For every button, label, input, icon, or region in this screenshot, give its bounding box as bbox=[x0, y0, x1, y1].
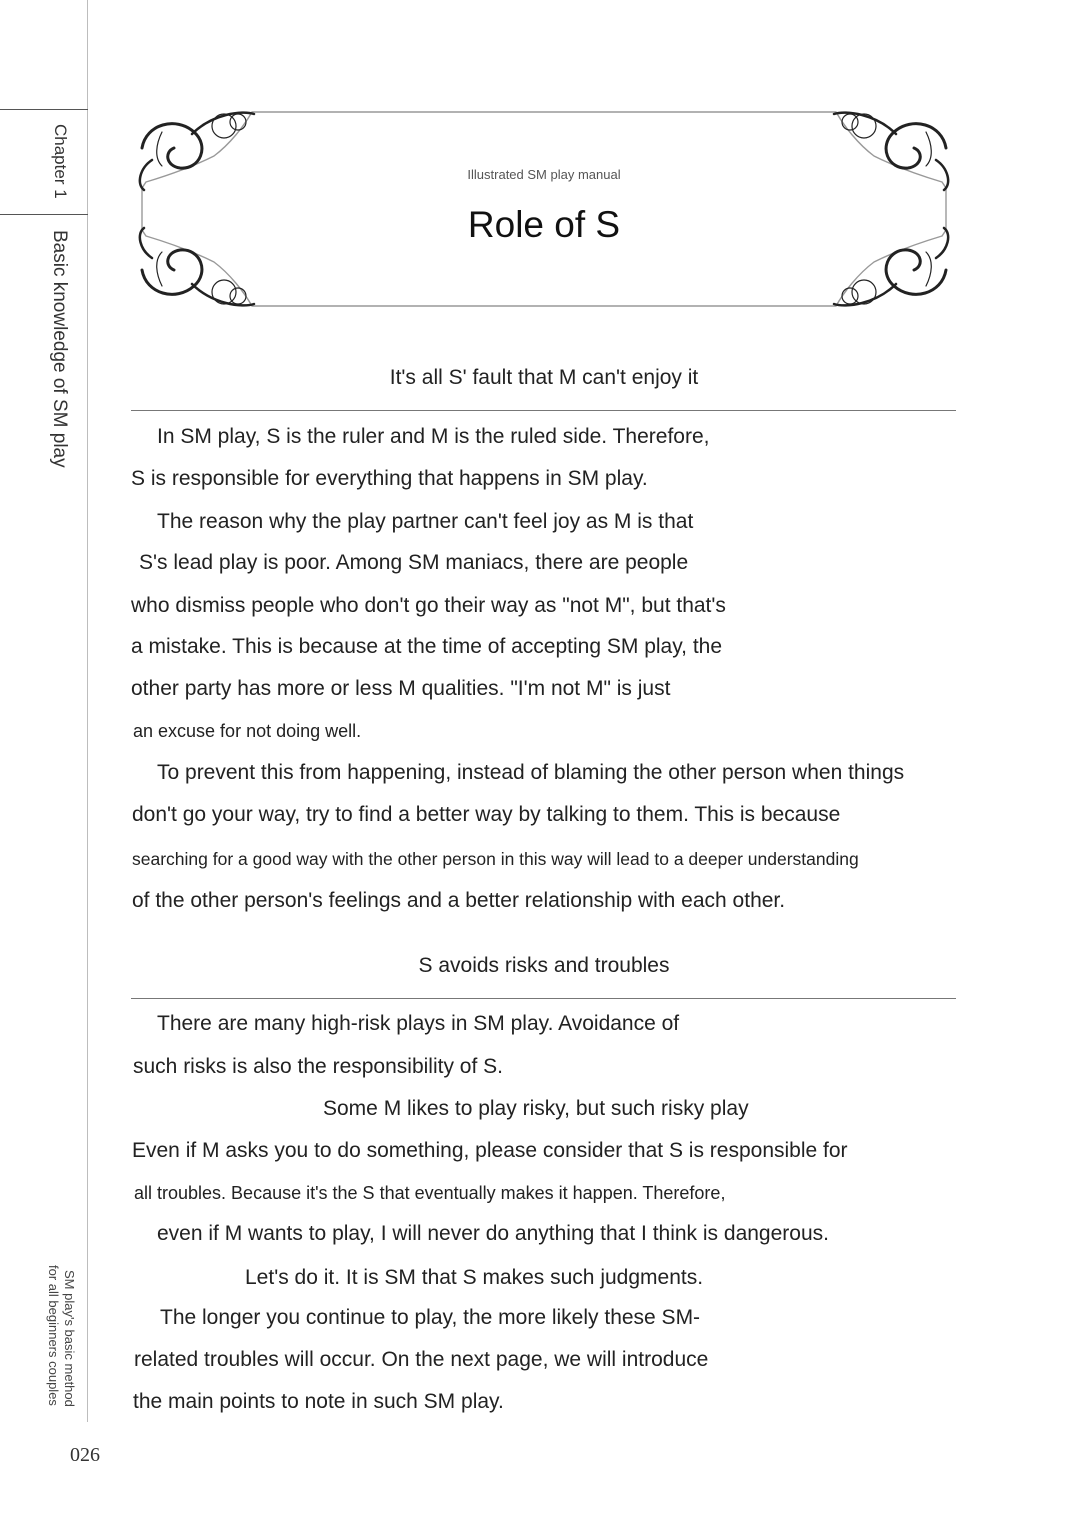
body-line: To prevent this from happening, instead of blaming the other person when things bbox=[157, 761, 905, 784]
section-heading-risks: S avoids risks and troubles bbox=[418, 954, 670, 977]
body-line: The reason why the play partner can't feel joy as M is that bbox=[157, 510, 694, 533]
body-line: other party has more or less M qualities. "I'm not M" is just bbox=[131, 677, 671, 700]
body-line: S is responsible for everything that happens in SM play. bbox=[131, 467, 648, 490]
body-line: a mistake. This is because at the time of accepting SM play, the bbox=[131, 635, 723, 658]
page-title: Role of S bbox=[467, 204, 621, 245]
page-number: 026 bbox=[70, 1444, 100, 1466]
body-line: S's lead play is poor. Among SM maniacs, there are people bbox=[139, 551, 689, 574]
body-line: related troubles will occur. On the next page, we will introduce bbox=[134, 1348, 709, 1371]
body-line: Some M likes to play risky, but such risky play bbox=[323, 1097, 749, 1120]
body-line: the main points to note in such SM play. bbox=[133, 1390, 504, 1413]
section-rule bbox=[131, 410, 956, 411]
body-line: all troubles. Because it's the S that eventually makes it happen. Therefore, bbox=[134, 1183, 726, 1203]
body-line: In SM play, S is the ruler and M is the ruled side. Therefore, bbox=[157, 425, 710, 448]
body-line: an excuse for not doing well. bbox=[133, 721, 362, 741]
body-line: searching for a good way with the other person in this way will lead to a deeper understanding bbox=[132, 849, 859, 869]
chapter-title: Basic knowledge of SM play bbox=[49, 230, 70, 468]
manual-kicker: Illustrated SM play manual bbox=[467, 167, 621, 182]
book-title-line2: for all beginners couples bbox=[46, 1265, 61, 1406]
body-line: of the other person's feelings and a better relationship with each other. bbox=[132, 889, 786, 912]
body-line: Even if M asks you to do something, please consider that S is responsible for bbox=[132, 1139, 848, 1162]
body-line: The longer you continue to play, the more likely these SM- bbox=[160, 1306, 701, 1329]
book-title-line1: SM play's basic method bbox=[62, 1270, 77, 1407]
body-line: There are many high-risk plays in SM play. Avoidance of bbox=[157, 1012, 680, 1035]
body-line: Let's do it. It is SM that S makes such judgments. bbox=[245, 1266, 704, 1289]
body-line: even if M wants to play, I will never do anything that I think is dangerous. bbox=[157, 1222, 829, 1245]
chapter-tab-top-rule bbox=[0, 109, 88, 110]
body-line: who dismiss people who don't go their way as "not M", but that's bbox=[131, 594, 726, 617]
chapter-label: Chapter 1 bbox=[51, 124, 70, 199]
section-rule bbox=[131, 998, 956, 999]
body-line: such risks is also the responsibility of S. bbox=[133, 1055, 503, 1078]
body-line: don't go your way, try to find a better way by talking to them. This is because bbox=[132, 803, 841, 826]
section-heading-fault: It's all S' fault that M can't enjoy it bbox=[389, 366, 699, 389]
